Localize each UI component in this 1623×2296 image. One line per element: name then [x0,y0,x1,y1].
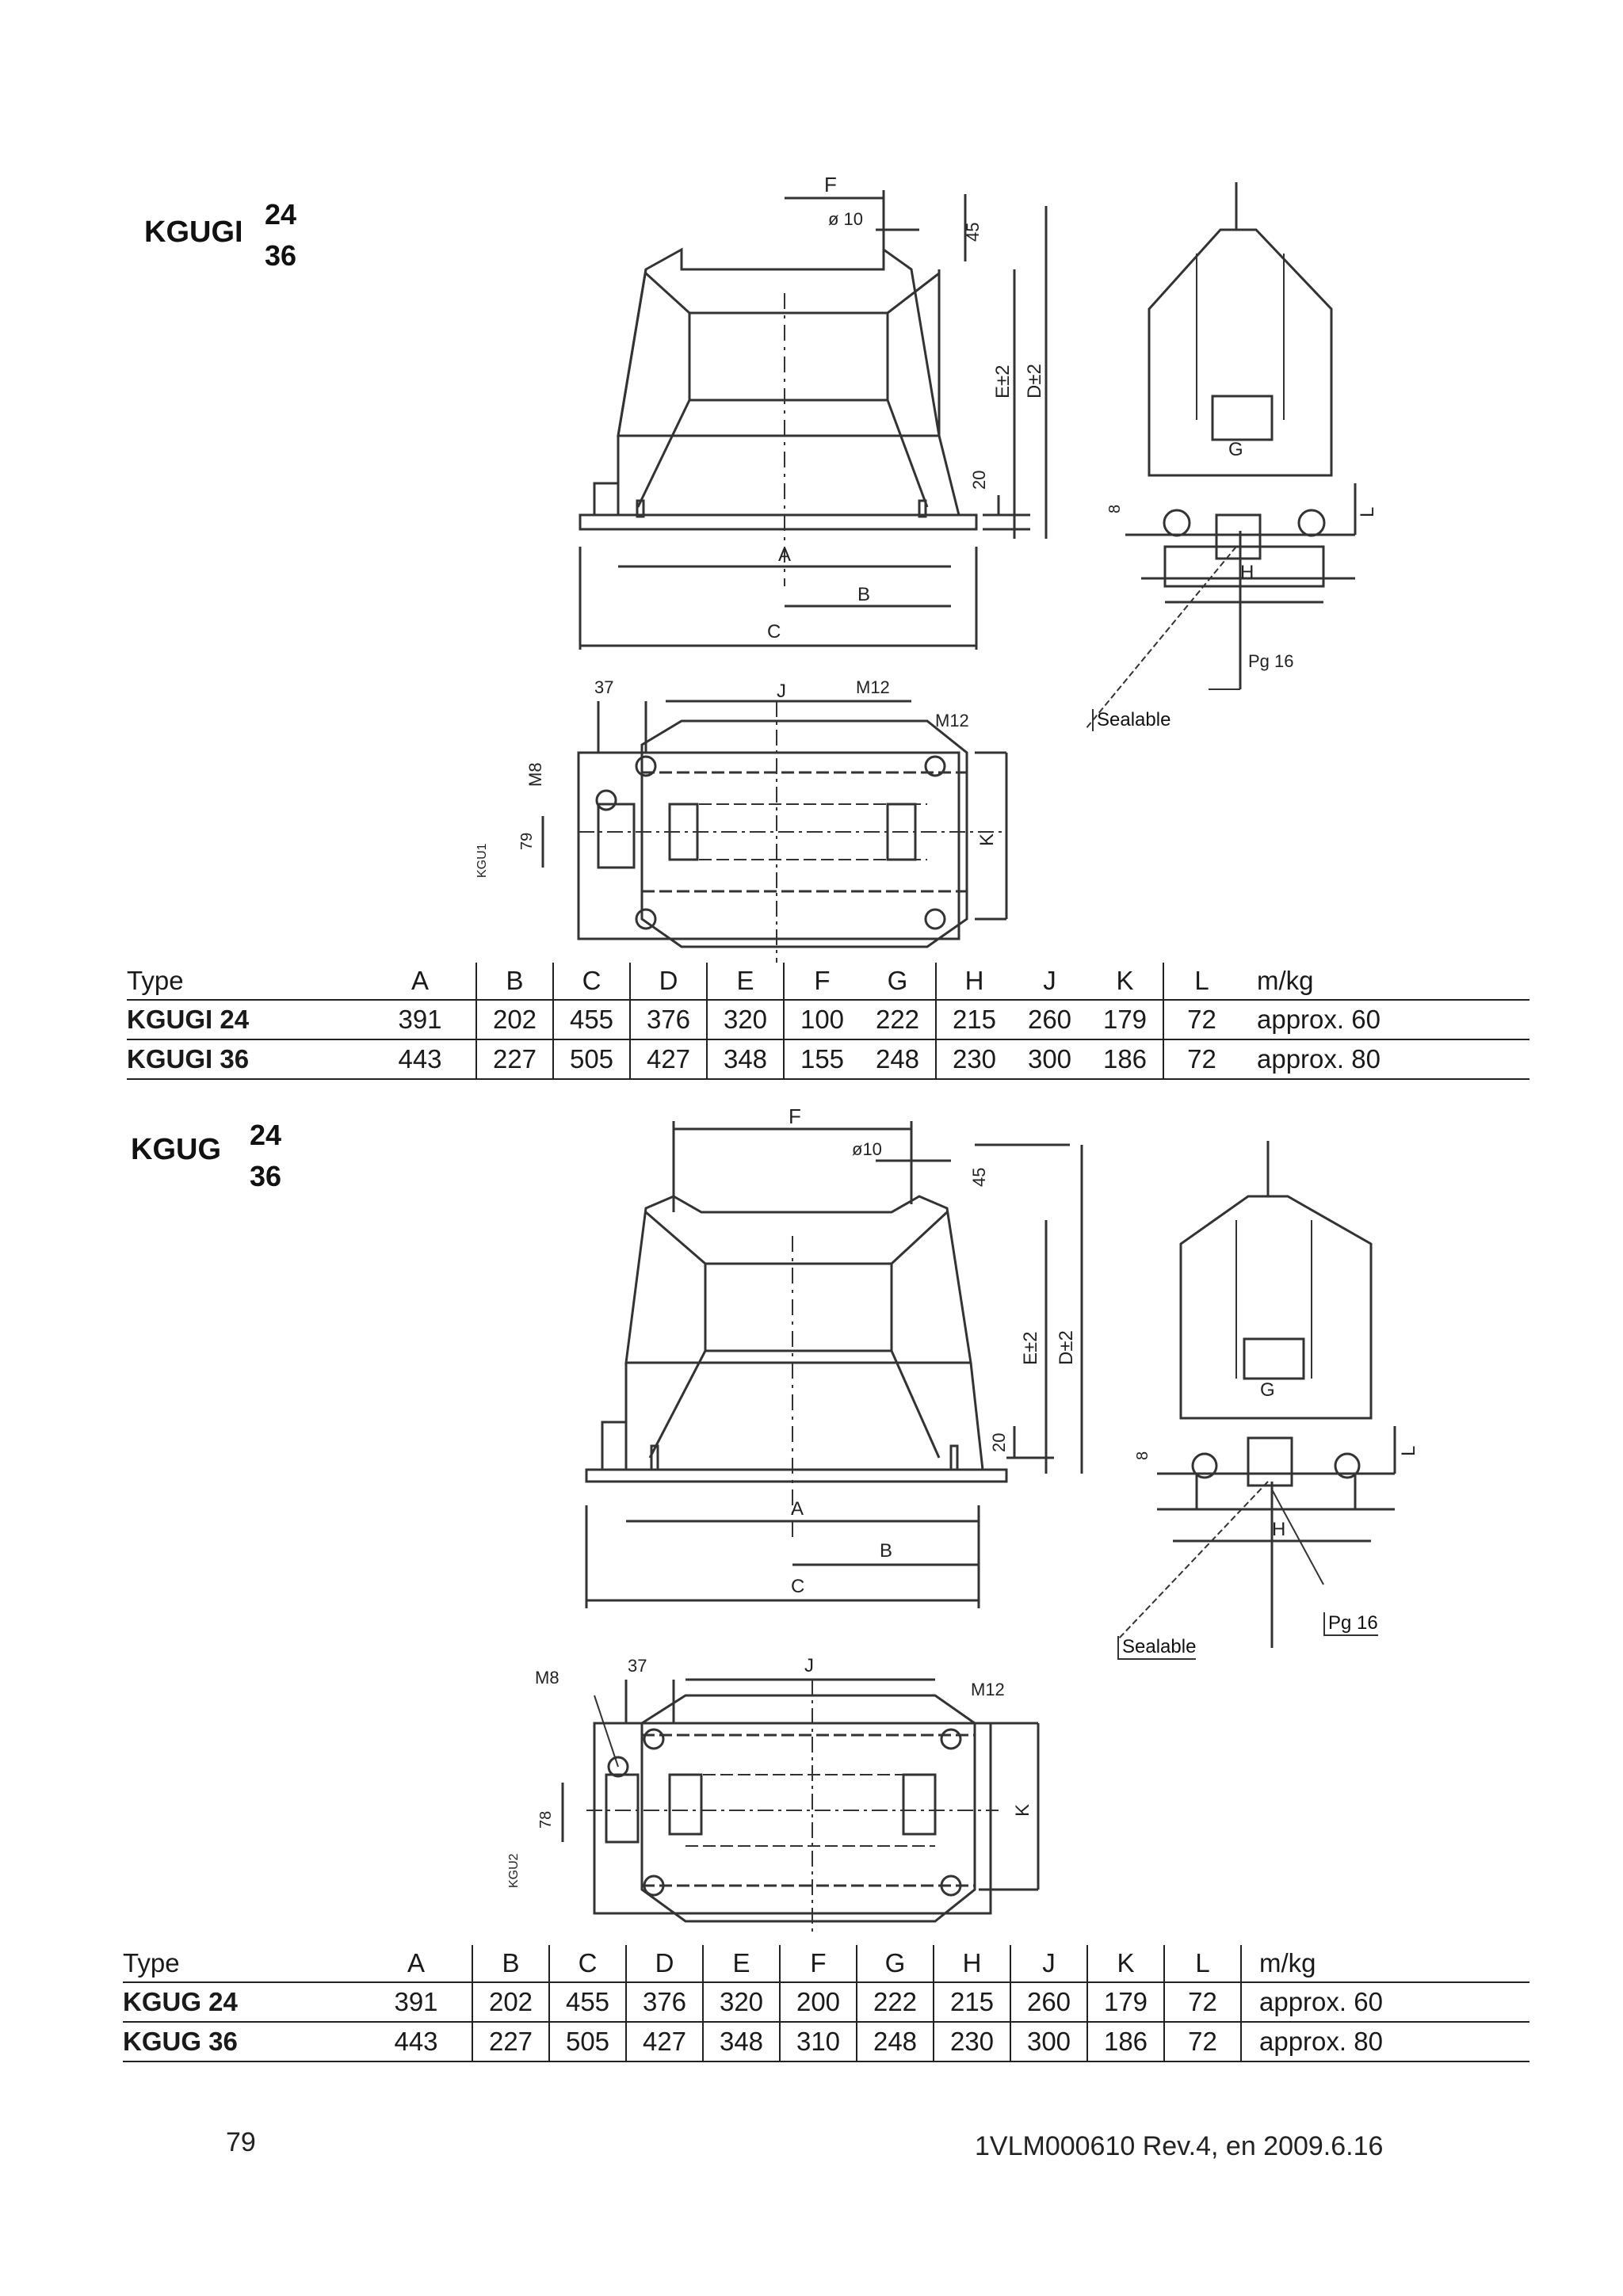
cell: 427 [626,2022,703,2061]
model-title-kgugi [144,198,297,272]
col-header: Type [123,1945,361,1982]
dim-label-8: 8 [1106,504,1124,513]
col-header: J [1012,963,1087,1000]
dim-label-H: H [1272,1519,1286,1540]
col-header: E [703,1945,780,1982]
col-header: C [549,1945,626,1982]
col-header: J [1010,1945,1087,1982]
dim-label-H: H [1240,562,1254,583]
cell: 155 [784,1039,860,1079]
kgugi-side-view [1078,182,1411,737]
kgug-front-view [579,1109,1102,1632]
sealable-label-2: Sealable [1117,1636,1196,1660]
cell: 72 [1164,2022,1241,2061]
col-header: D [626,1945,703,1982]
cell: 186 [1087,1039,1163,1079]
sealable-label-1: Sealable [1092,709,1170,731]
cell: 100 [784,1000,860,1039]
cell: 179 [1087,1982,1164,2022]
cell: 376 [626,1982,703,2022]
dim-label-J: J [804,1655,814,1676]
kgugi-front-view [571,174,1062,666]
dim-label-dia: ø 10 [828,209,864,229]
dim-label-M8: M8 [535,1668,559,1688]
table-row [127,1039,1529,1079]
cell: 227 [476,1039,553,1079]
dim-label-78: 78 [537,1810,555,1829]
dim-label-M8: M8 [525,762,545,787]
cell: 179 [1087,1000,1163,1039]
kgug-side-view [1109,1141,1442,1648]
cell: 443 [365,1039,476,1079]
cell: 455 [549,1982,626,2022]
cell: 248 [860,1039,936,1079]
cell: 227 [472,2022,549,2061]
dim-label-45: 45 [969,1167,989,1187]
col-header: Type [127,963,365,1000]
dim-label-C: C [791,1576,805,1597]
dimension-table-kgugi [127,963,1529,1080]
dim-label-F: F [824,174,837,196]
col-header: L [1164,1945,1241,1982]
variant-24: 24 [265,198,297,231]
dim-label-45: 45 [963,222,983,242]
cell: 72 [1163,1039,1239,1079]
document-reference: 1VLM000610 Rev.4, en 2009.6.16 [975,2131,1384,2161]
variant-24: 24 [250,1119,282,1151]
dim-label-8: 8 [1134,1451,1151,1460]
dim-label-dia: ø10 [852,1139,882,1159]
cell: 391 [365,1000,476,1039]
table-row [123,1982,1529,2022]
col-header: F [780,1945,857,1982]
cell: 320 [703,1982,780,2022]
dim-label-M12: M12 [971,1680,1005,1699]
cell-type: KGUG 36 [123,2022,361,2061]
dim-label-G: G [1228,439,1243,460]
dim-label-M12-side: M12 [935,711,969,730]
dim-label-D: D±2 [1056,1330,1077,1365]
dim-label-37: 37 [628,1656,647,1676]
cell: 215 [936,1000,1012,1039]
col-header: K [1087,1945,1164,1982]
cell: 248 [857,2022,934,2061]
dim-label-B: B [880,1540,893,1562]
col-header: D [630,963,707,1000]
dim-label-F: F [789,1109,801,1128]
col-header: m/kg [1241,1945,1529,1982]
col-header: B [476,963,553,1000]
cell-type: KGUGI 24 [127,1000,365,1039]
model-name: KGUGI [144,215,243,249]
col-header: F [784,963,860,1000]
col-header: A [365,963,476,1000]
pg16-label-2: Pg 16 [1323,1612,1378,1636]
cell: 427 [630,1039,707,1079]
col-header: A [361,1945,472,1982]
dim-label-L: L [1398,1445,1419,1456]
model-title-kgug [131,1119,282,1192]
col-header: H [936,963,1012,1000]
col-header: m/kg [1239,963,1529,1000]
cell: 300 [1012,1039,1087,1079]
col-header: K [1087,963,1163,1000]
dim-label-20: 20 [989,1432,1009,1452]
cell: 443 [361,2022,472,2061]
table-row [127,1000,1529,1039]
cell: 215 [934,1982,1010,2022]
cell: 376 [630,1000,707,1039]
dim-label-M12-top: M12 [856,677,890,697]
cell: 348 [703,2022,780,2061]
dim-label-L: L [1357,506,1378,517]
col-header: G [857,1945,934,1982]
dim-label-A: A [791,1498,804,1520]
cell: approx. 60 [1239,1000,1529,1039]
cell-type: KGUGI 36 [127,1039,365,1079]
dim-label-B: B [857,584,871,605]
table-header-row [127,963,1529,1000]
variant-36: 36 [250,1160,282,1192]
dim-label-A: A [778,544,792,566]
dim-label-J: J [777,681,786,702]
cell: approx. 80 [1241,2022,1529,2061]
dim-label-20: 20 [969,470,989,490]
dim-label-D: D±2 [1024,364,1045,399]
col-header: L [1163,963,1239,1000]
cell: 455 [553,1000,630,1039]
cell: 260 [1012,1000,1087,1039]
cell: 72 [1164,1982,1241,2022]
col-header: G [860,963,936,1000]
dim-label-E: E±2 [1020,1331,1041,1365]
cell: 186 [1087,2022,1164,2061]
dim-label-37: 37 [594,677,614,697]
dim-label-C: C [767,621,781,643]
kgugi-top-view [460,677,1046,963]
table-row [123,2022,1529,2061]
dim-label-G: G [1260,1379,1275,1401]
cell: 72 [1163,1000,1239,1039]
col-header: C [553,963,630,1000]
col-header: B [472,1945,549,1982]
cell: 391 [361,1982,472,2022]
page-number: 79 [226,2127,256,2157]
cell-type: KGUG 24 [123,1982,361,2022]
drawing-code-kgu1: KGU1 [475,843,489,878]
dim-label-K: K [1012,1803,1033,1817]
cell: 505 [553,1039,630,1079]
pg16-label: Pg 16 [1248,651,1294,671]
cell: 230 [936,1039,1012,1079]
cell: 202 [476,1000,553,1039]
cell: 222 [860,1000,936,1039]
model-name: KGUG [131,1133,221,1166]
cell: 260 [1010,1982,1087,2022]
cell: 505 [549,2022,626,2061]
cell: 348 [707,1039,784,1079]
cell: approx. 80 [1239,1039,1529,1079]
dimension-table-kgug [123,1945,1529,2062]
table-header-row [123,1945,1529,1982]
cell: 300 [1010,2022,1087,2061]
kgug-top-view [491,1648,1062,1933]
cell: 230 [934,2022,1010,2061]
cell: 310 [780,2022,857,2061]
cell: 200 [780,1982,857,2022]
cell: 202 [472,1982,549,2022]
cell: 222 [857,1982,934,2022]
col-header: H [934,1945,1010,1982]
dim-label-K: K [976,833,998,846]
variant-36: 36 [265,239,297,272]
cell: 320 [707,1000,784,1039]
drawing-code-kgu2: KGU2 [507,1853,521,1888]
dim-label-E: E±2 [992,364,1014,399]
cell: approx. 60 [1241,1982,1529,2022]
col-header: E [707,963,784,1000]
dim-label-79: 79 [518,832,536,850]
